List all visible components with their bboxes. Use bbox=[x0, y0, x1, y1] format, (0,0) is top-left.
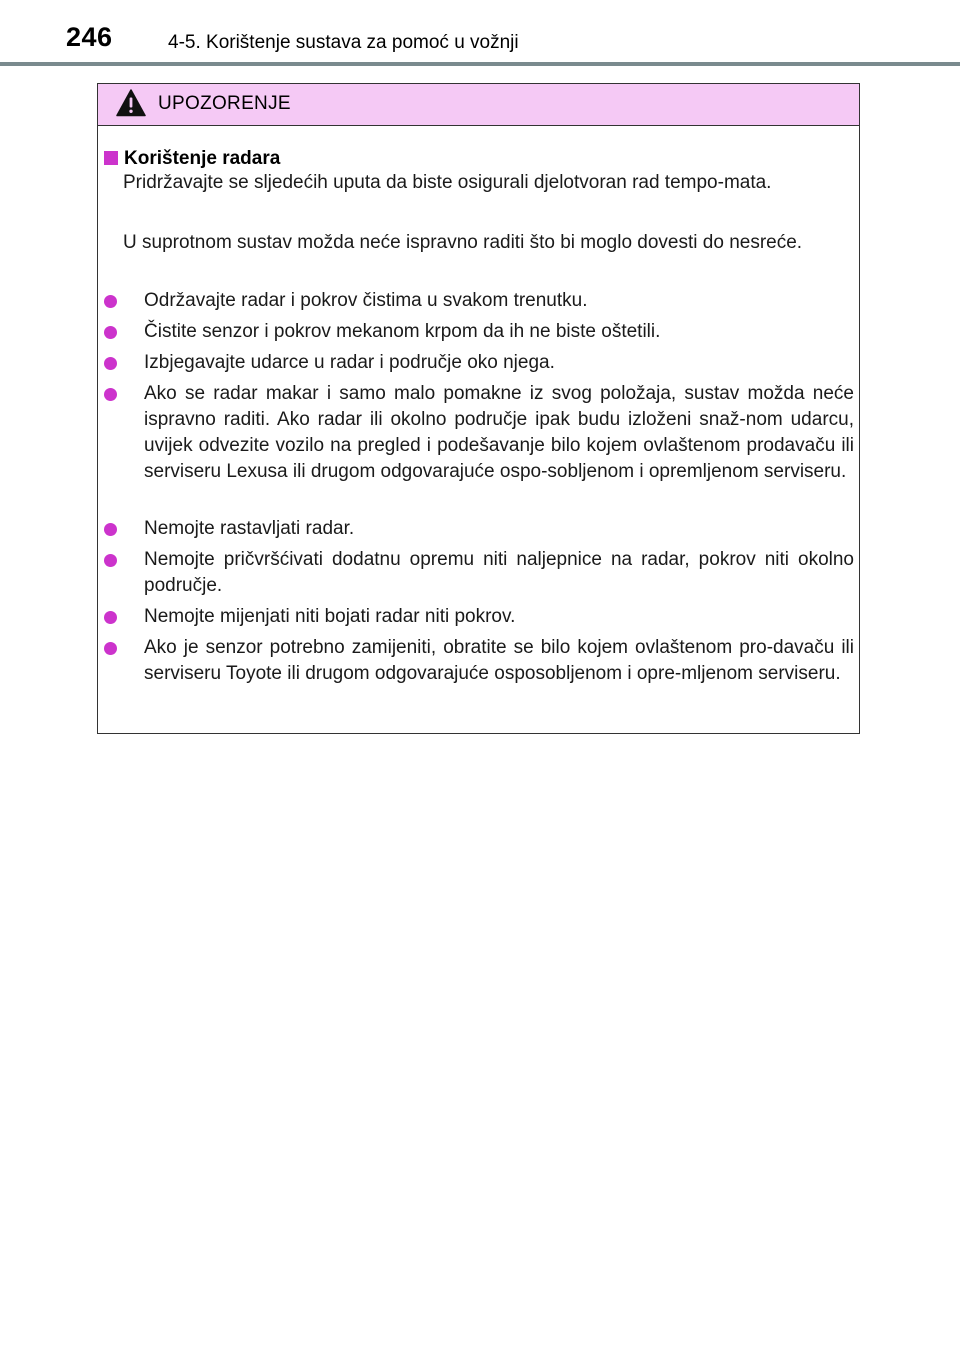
list-item bbox=[104, 288, 854, 314]
list-item-text: Nemojte pričvršćivati dodatnu opremu niti naljepnice na radar, pokrov niti okolno područje. bbox=[144, 549, 854, 596]
header-rule bbox=[0, 62, 960, 66]
warning-triangle-icon bbox=[116, 89, 146, 117]
list-item bbox=[104, 319, 854, 345]
section-title: 4-5. Korištenje sustava za pomoć u vožnji bbox=[168, 32, 519, 53]
list-item-text: Ako je senzor potrebno zamijeniti, obratite se bilo kojem ovlaštenom pro-davaču ili serviseru Toyote ili drugom odgovarajuće osposobljenom i opre-mljenom serviseru. bbox=[144, 637, 854, 684]
bullet-dot-icon bbox=[104, 357, 117, 370]
square-bullet-icon bbox=[104, 151, 118, 165]
warning-title: UPOZORENJE bbox=[158, 93, 291, 114]
list-item bbox=[104, 635, 854, 687]
paragraph: Pridržavajte se sljedećih uputa da biste osigurali djelotvoran rad tempo-mata. bbox=[123, 172, 772, 193]
list-item-text: Nemojte mijenjati niti bojati radar niti pokrov. bbox=[144, 606, 516, 627]
list-item bbox=[104, 381, 854, 485]
list-item-text: Izbjegavajte udarce u radar i područje oko njega. bbox=[144, 352, 555, 373]
bullet-dot-icon bbox=[104, 642, 117, 655]
list-item bbox=[104, 604, 854, 630]
list-item bbox=[104, 350, 854, 376]
warning-header bbox=[98, 84, 859, 126]
subheading bbox=[104, 148, 280, 170]
page-number: 246 bbox=[66, 22, 113, 52]
list-item bbox=[104, 547, 854, 599]
bullet-dot-icon bbox=[104, 326, 117, 339]
list-item-text: Održavajte radar i pokrov čistima u svakom trenutku. bbox=[144, 290, 588, 311]
bullet-dot-icon bbox=[104, 554, 117, 567]
bullet-dot-icon bbox=[104, 295, 117, 308]
bullet-dot-icon bbox=[104, 388, 117, 401]
bullet-dot-icon bbox=[104, 523, 117, 536]
page-header bbox=[0, 0, 960, 66]
list-item bbox=[104, 516, 854, 542]
list-item-text: Ako se radar makar i samo malo pomakne iz svog položaja, sustav možda neće ispravno raditi. Ako radar ili okolno područje ipak budu izloženi snaž-nom udarcu, uvijek odvezite vozilo na pregled i podešavanje bilo kojem ovlaštenom prodavaču ili serviseru Lexusa ili drugom odgovarajuće ospo-sobljenom i opremljenom serviseru. bbox=[144, 383, 854, 482]
list-item-text: Nemojte rastavljati radar. bbox=[144, 518, 355, 539]
bullet-dot-icon bbox=[104, 611, 117, 624]
list-item-text: Čistite senzor i pokrov mekanom krpom da ih ne biste oštetili. bbox=[144, 321, 661, 342]
subheading-text: Korištenje radara bbox=[124, 148, 281, 169]
paragraph: U suprotnom sustav možda neće ispravno raditi što bi moglo dovesti do nesreće. bbox=[123, 232, 803, 253]
warning-box bbox=[97, 83, 860, 734]
